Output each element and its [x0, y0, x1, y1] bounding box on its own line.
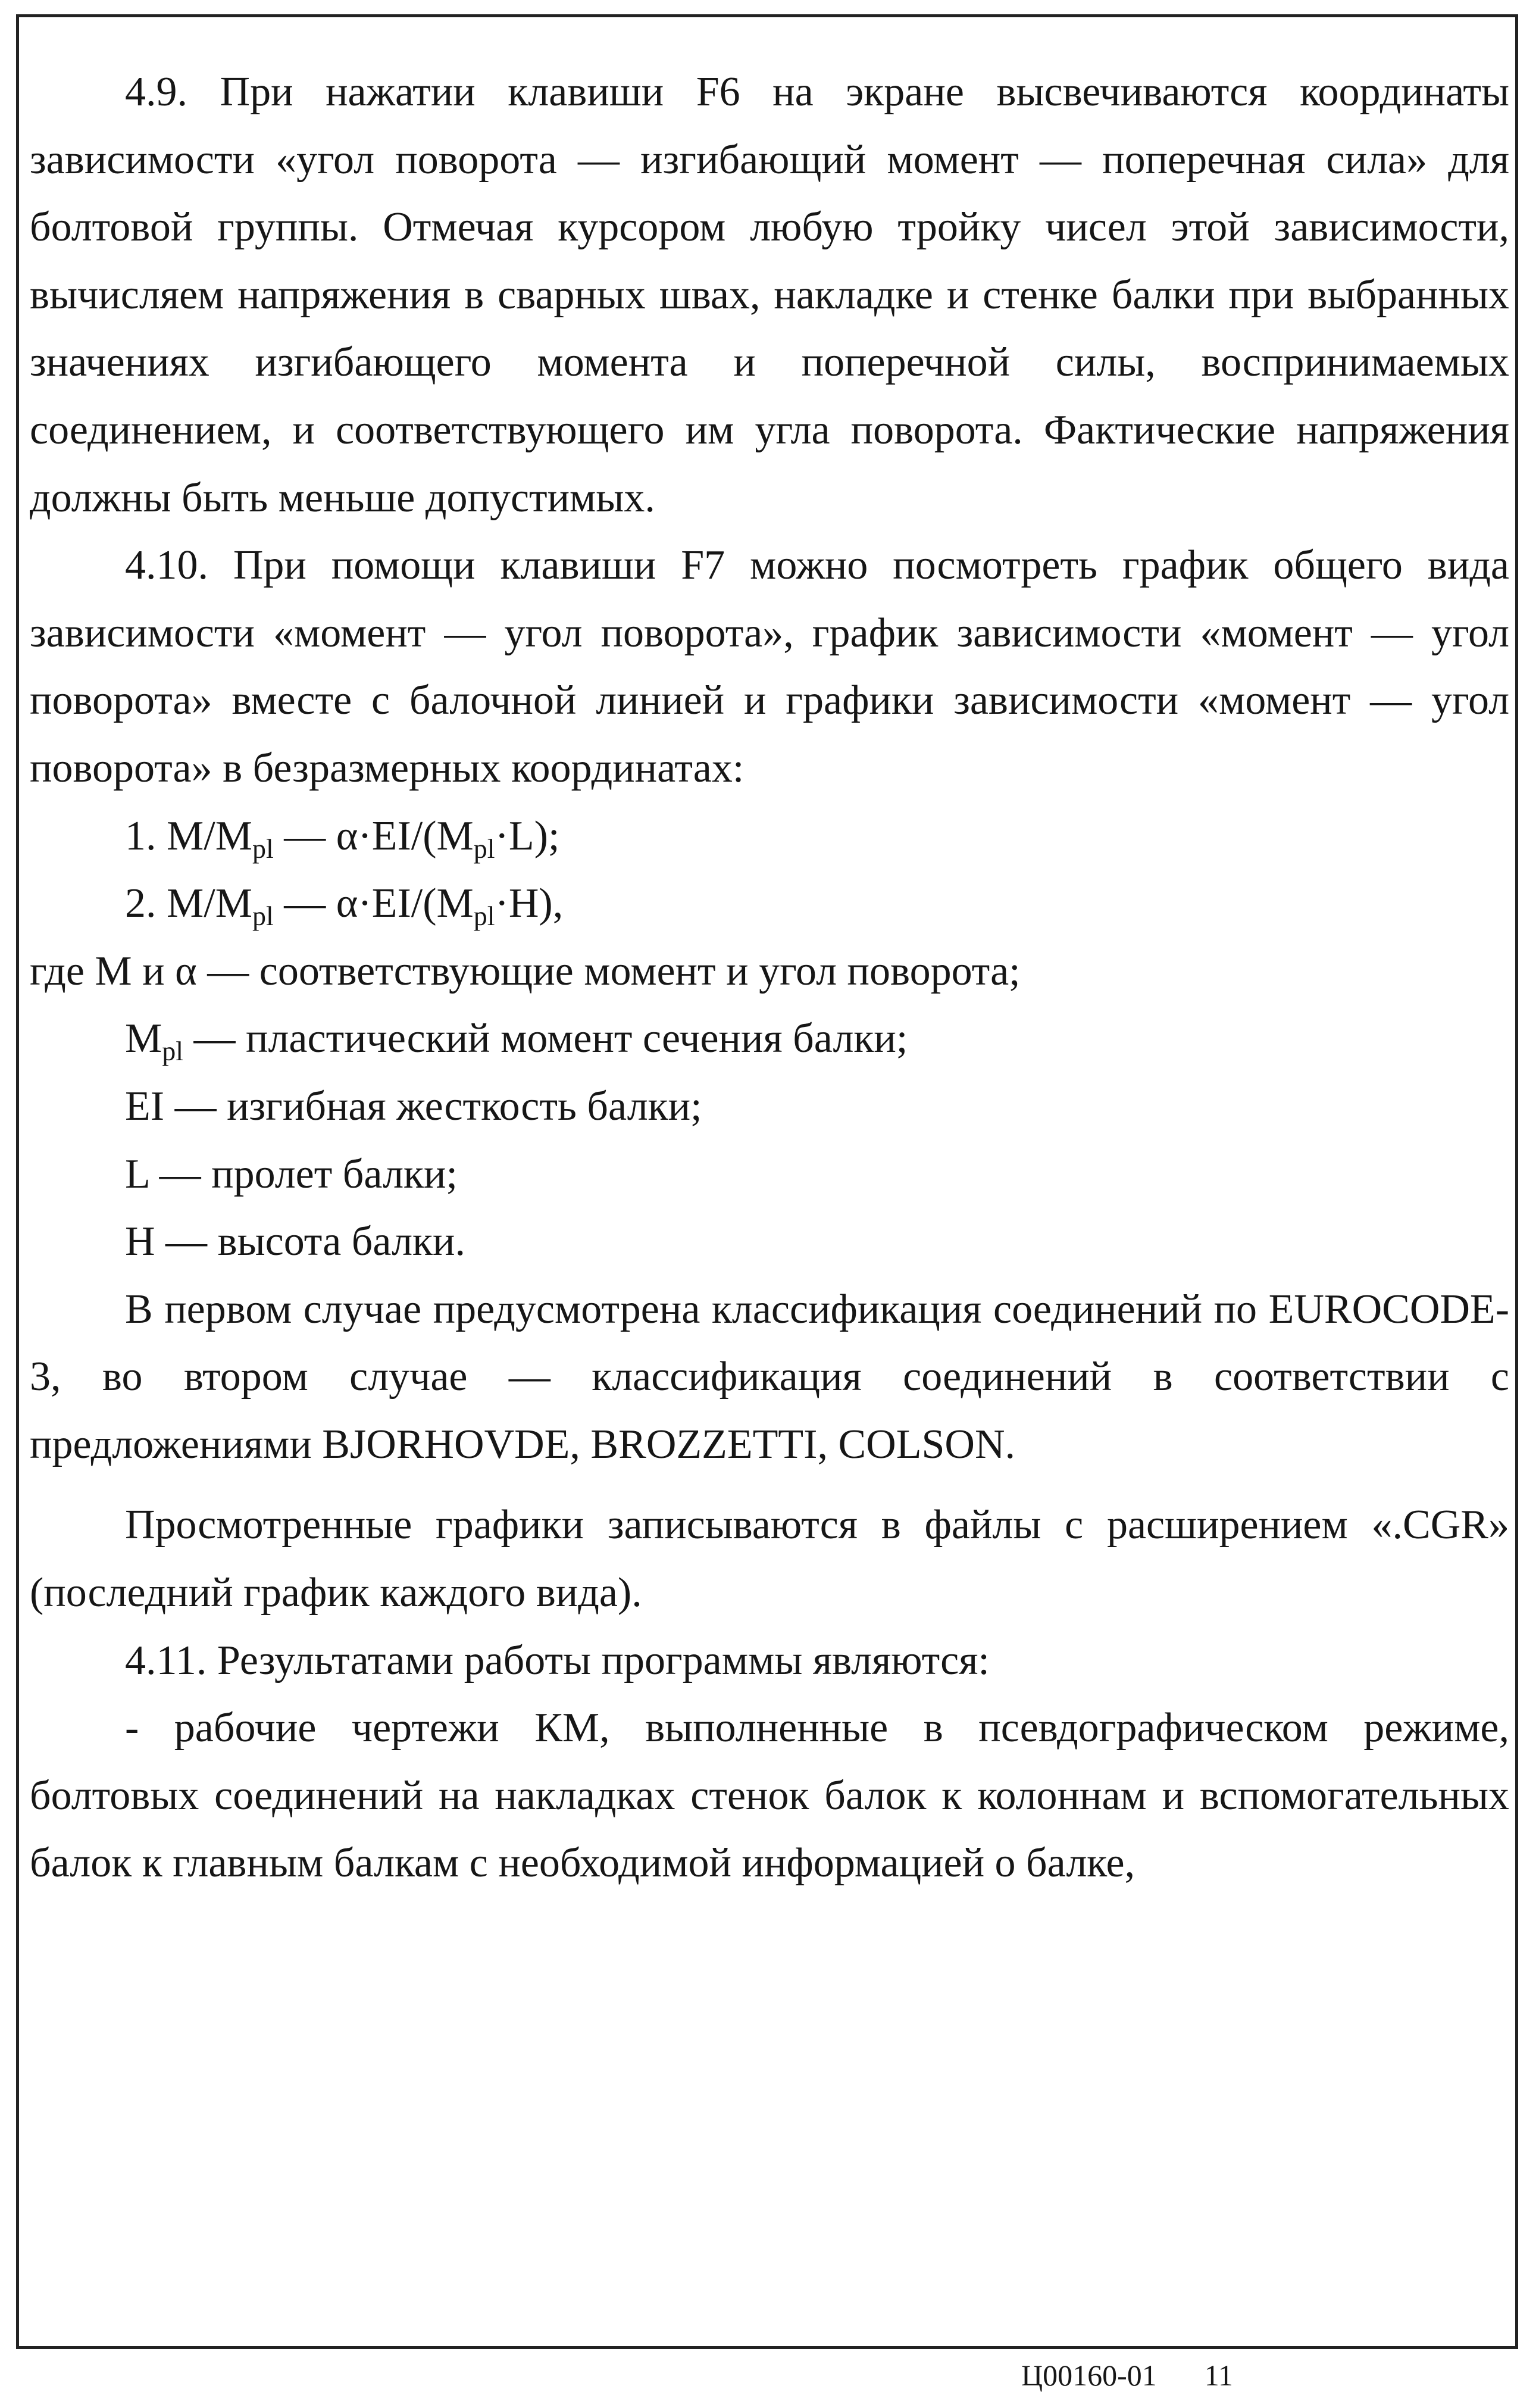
list-item-drawings: - рабочие чертежи КМ, выполненные в псевдографическом режиме, болтовых соединений на накладках стенок балок к колоннам и вспомогательных балок к главным балкам с необходимой информацией о балке,	[30, 1705, 1509, 1887]
page-number: 11	[1204, 2359, 1233, 2392]
definition-h: H — высота балки.	[125, 1219, 465, 1265]
document-code: Ц00160-01	[1021, 2359, 1157, 2392]
definition-mpl: $M_{pl}$ — пластический момент сечения балки;	[125, 1016, 908, 1067]
formula-2: 2. $M/M_{pl}$ — $\alpha\cdot EI/(M_{pl}\cdot H)$,	[125, 880, 564, 932]
where-line: где M и α — соответствующие момент и угол поворота;	[30, 948, 1021, 994]
paragraph-4-9: 4.9. При нажатии клавиши F6 на экране высвечиваются координаты зависимости «угол поворота — изгибающий момент — поперечная сила» для болтовой группы. Отмечая курсором любую тройку чисел этой зависимости, вычисляем напряжения в сварных швах, накладке и стенке балки при выбранных значениях изгибающего момента и поперечной силы, воспринимаемых соединением, и соответствующего им угла поворота. Фактические напряжения должны быть меньше допустимых.	[30, 69, 1509, 521]
page-content	[30, 58, 1509, 1897]
paragraph-classification: В первом случае предусмотрена классификация соединений по EUROCODE-3, во втором случае — классификация соединений в соответствии с предложениями BJORHOVDE, BROZZETTI, COLSON.	[30, 1286, 1509, 1467]
definition-ei: EI — изгибная жесткость балки;	[125, 1083, 702, 1129]
formula-1: 1. $M/M_{pl}$ — $\alpha\cdot EI/(M_{pl}\cdot L)$;	[125, 813, 560, 864]
paragraph-saved-graphs: Просмотренные графики записываются в файлы с расширением «.CGR» (последний график каждого вида).	[30, 1502, 1509, 1616]
paragraph-4-10: 4.10. При помощи клавиши F7 можно посмотреть график общего вида зависимости «момент — угол поворота», график зависимости «момент — угол поворота» вместе с балочной линией и графики зависимости «момент — угол поворота» в безразмерных координатах:	[30, 542, 1509, 791]
page-footer	[1021, 2357, 1233, 2393]
definition-l: L — пролет балки;	[125, 1151, 458, 1197]
paragraph-4-11: 4.11. Результатами работы программы являются:	[125, 1637, 990, 1684]
